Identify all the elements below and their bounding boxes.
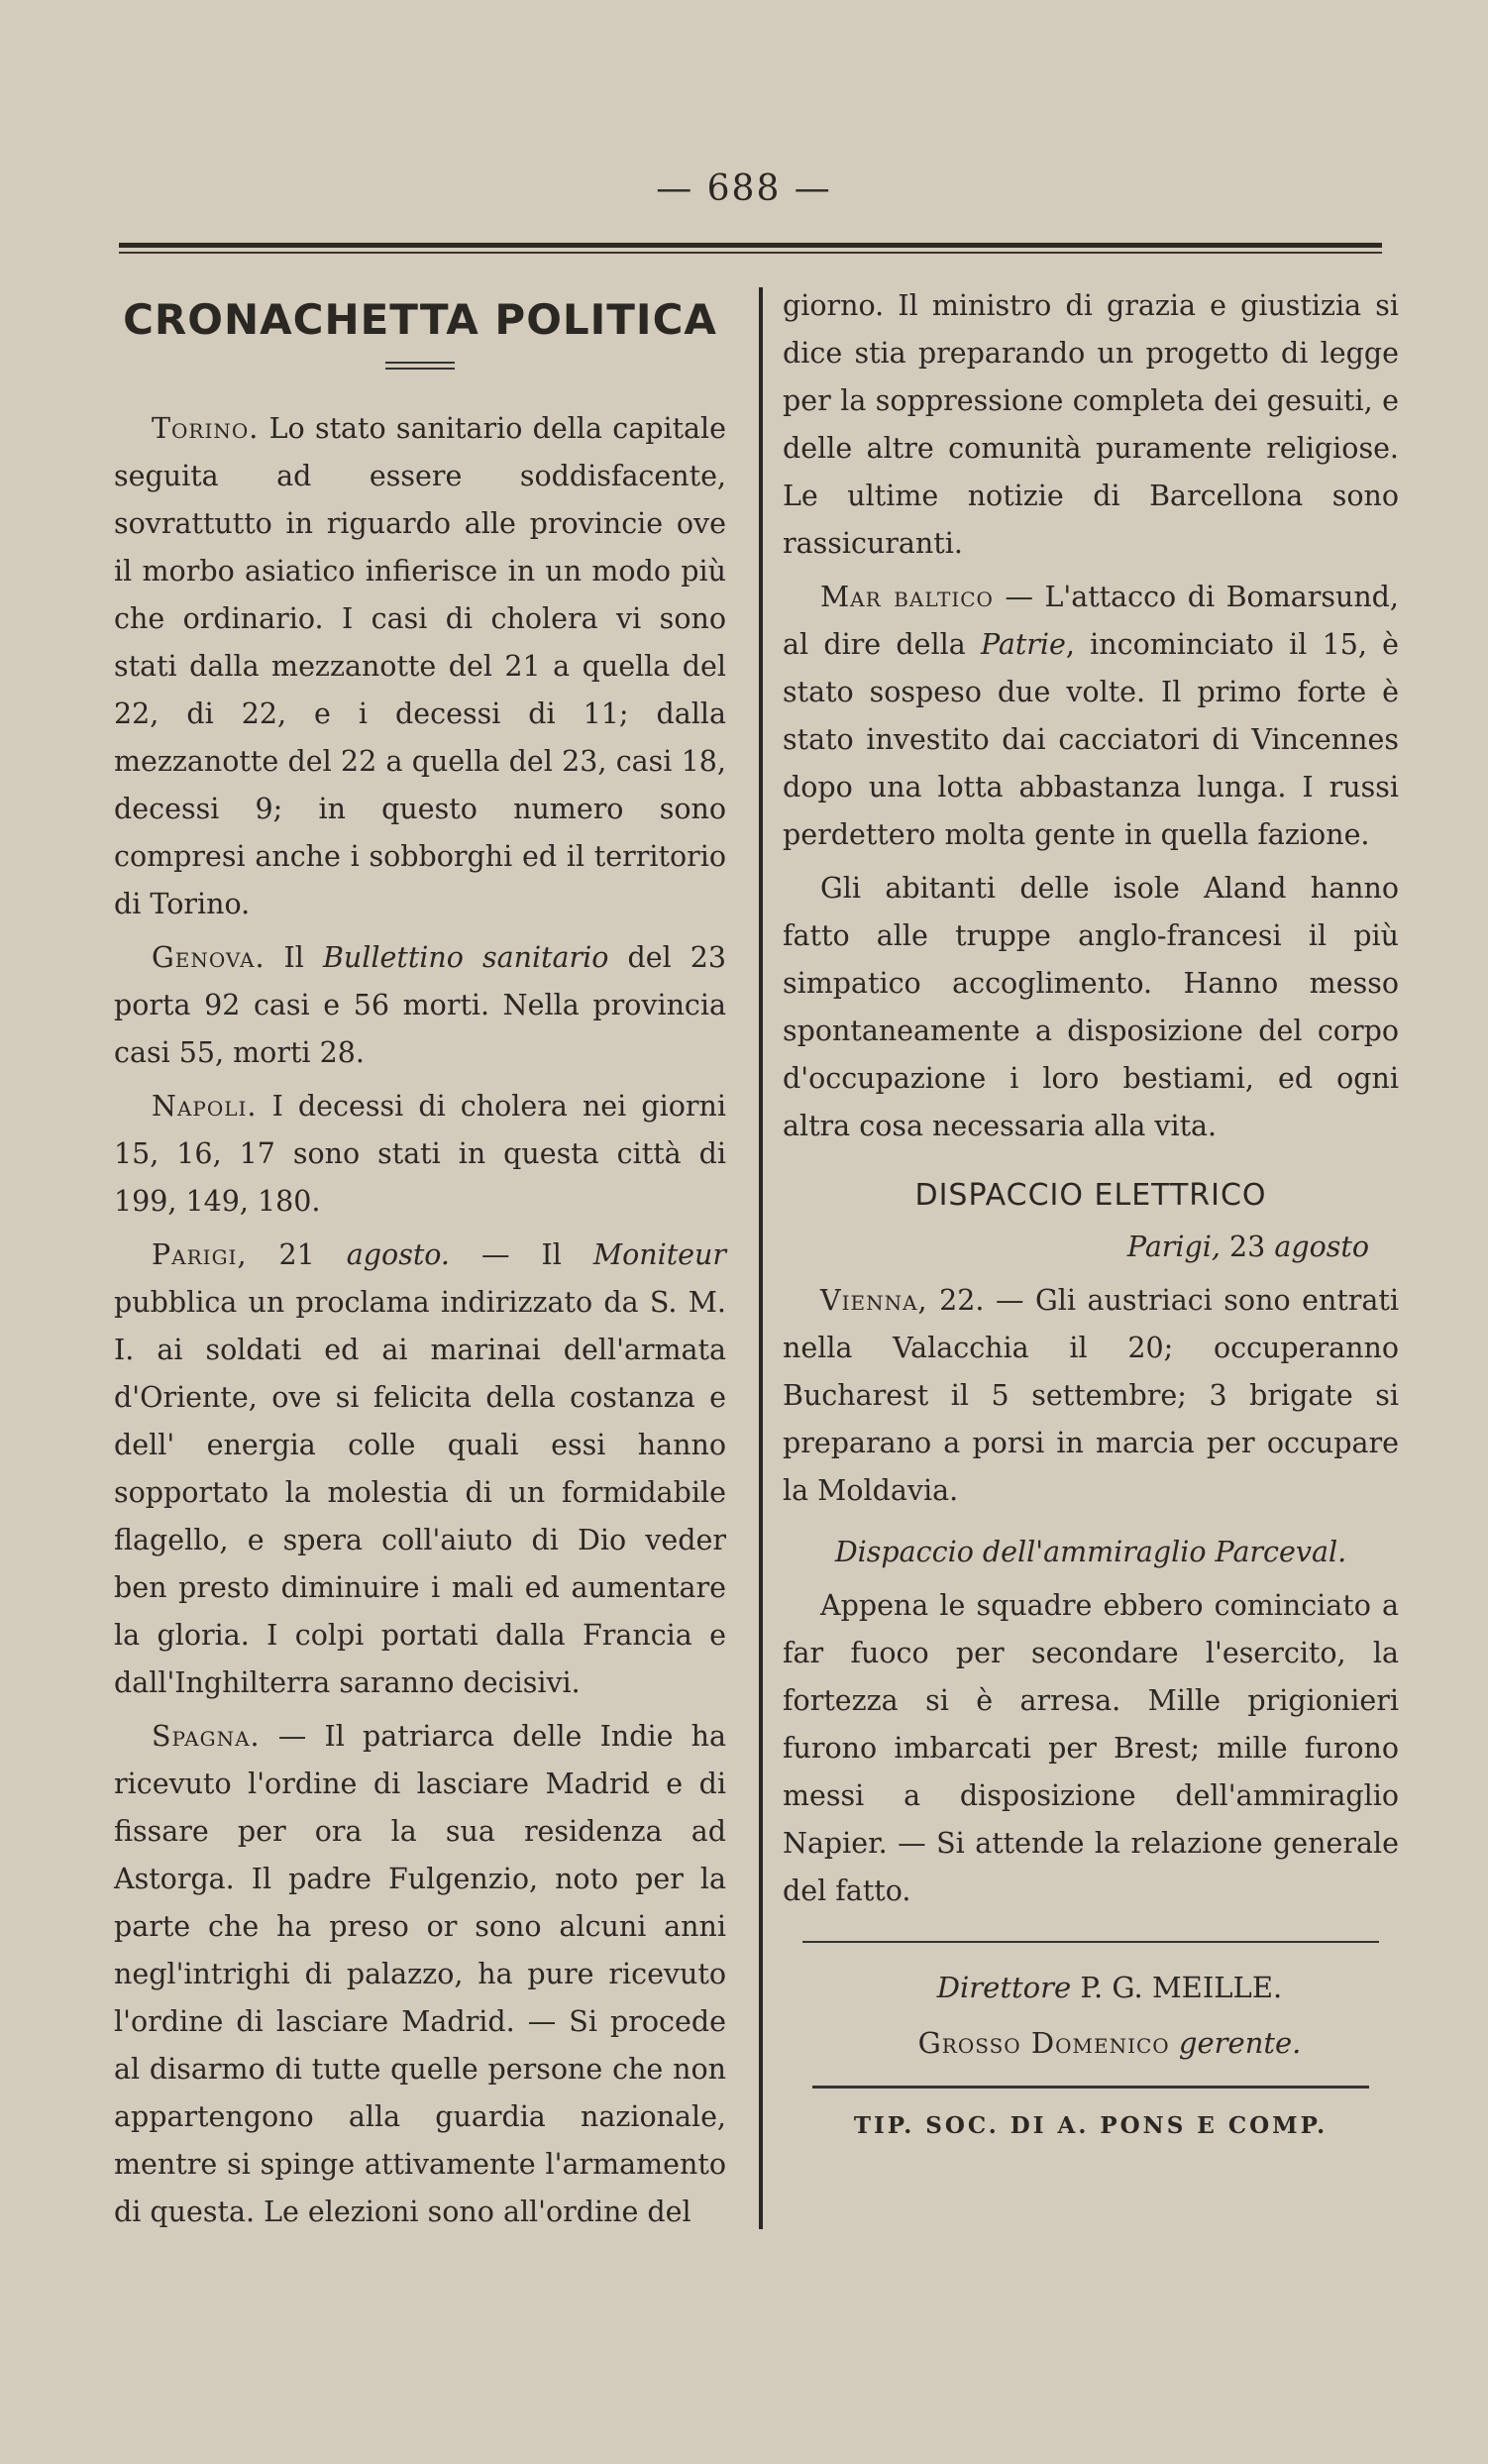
- dispatch-date-month: agosto: [1274, 1231, 1369, 1263]
- director-label: Direttore: [936, 1971, 1072, 2004]
- spagna-text: — Il patriarca delle Indie ha ricevuto l'ordine di lasciare Madrid e di fissare per ora la sua residenza ad Astorga. Il padre Fulgenzio, noto per la parte che ha preso or sono alcuni anni negl'intrighi di palazzo, ha pure ricevuto l'ordine di lasciare Madrid. — Si procede al disarmo di tutte quelle persone che non appartengono alla guardia nazionale, mentre si spinge attivamente l'armamento di questa. Le elezioni sono all'ordine del: [114, 1720, 726, 2228]
- continuation-paragraph: giorno. Il ministro di grazia e giustizia si dice stia preparando un progetto di legge per la soppressione completa dei gesuiti, e delle altre comunità puramente religiose. Le ultime notizie di Barcellona sono rassicuranti.: [783, 289, 1399, 560]
- headline: CRONACHETTA POLITICA: [123, 295, 717, 344]
- signature-rule: [802, 1941, 1379, 1943]
- torino-paragraph: [114, 405, 726, 928]
- top-rule: [119, 243, 1382, 248]
- dispatch-date-day: 23: [1220, 1231, 1275, 1263]
- parigi-paragraph: [114, 1232, 726, 1707]
- genova-text-b: del 23 porta 92 casi e 56 morti. Nella provincia casi 55, morti 28.: [114, 941, 727, 1069]
- place-genova: Genova.: [152, 941, 266, 974]
- admiral-paragraph: Appena le squadre ebbero cominciato a far fuoco per secondare l'esercito, la fortezza si è arresa. Mille prigionieri furono imbarcati per Brest; mille furono messi a disposizione dell'ammiraglio Napier. — Si attende la relazione generale del fatto.: [783, 1589, 1399, 1907]
- parigi-date-month: agosto.: [346, 1238, 450, 1271]
- manager-line: [783, 2018, 1399, 2068]
- director-line: [783, 1963, 1399, 2012]
- parigi-text-a: — Il: [450, 1238, 593, 1271]
- moniteur-title: Moniteur: [592, 1238, 726, 1271]
- right-column: [783, 282, 1399, 2150]
- genova-text-a: Il: [265, 941, 323, 974]
- imprint-rule: [812, 2086, 1369, 2089]
- headline-rule: [385, 362, 455, 370]
- imprint: TIP. SOC. DI A. PONS E COMP.: [853, 2112, 1329, 2139]
- napoli-text: I decessi di cholera nei giorni 15, 16, 17 sono stati in questa città di 199, 149, 180.: [114, 1090, 726, 1218]
- dispatch-dateline: [783, 1224, 1399, 1271]
- column-divider: [759, 287, 763, 2229]
- manager-name: Grosso Domenico: [917, 2026, 1170, 2060]
- director-name: P. G. MEILLE.: [1071, 1971, 1283, 2004]
- place-mar-baltico: Mar baltico: [820, 581, 994, 613]
- page-number: — 688 —: [656, 168, 832, 209]
- baltico-text-a: — L'attacco di Bomarsund, al dire della: [783, 581, 1399, 661]
- genova-paragraph: [114, 934, 726, 1077]
- vienna-text: 22. — Gli austriaci sono entrati nella Valacchia il 20; occuperanno Bucharest il 5 settembre; 3 brigate si preparano a porsi in marcia per occupare la Moldavia.: [783, 1284, 1399, 1507]
- dispatch-title: DISPACCIO ELETTRICO: [914, 1178, 1267, 1213]
- spagna-paragraph: [114, 1713, 726, 2236]
- patrie-title: Patrie: [980, 628, 1066, 661]
- place-spagna: Spagna.: [152, 1720, 261, 1753]
- dispatch-place: Parigi,: [1126, 1231, 1221, 1263]
- vienna-paragraph: [783, 1277, 1399, 1515]
- left-column: [114, 282, 726, 2242]
- place-vienna: Vienna,: [820, 1284, 928, 1317]
- manager-label: gerente.: [1169, 2026, 1302, 2060]
- bulletin-title: Bullettino sanitario: [322, 941, 609, 974]
- parigi-text-b: pubblica un proclama indirizzato da S. M. I. ai soldati ed ai marinai dell'armata d'Oriente, ove si felicita della costanza e dell' energia colle quali essi hanno sopportato la molestia di un formidabile flagello, e spera coll'aiuto di Dio veder ben presto diminuire i mali ed aumentare la gloria. I colpi portati dalla Francia e dall'Inghilterra saranno decisivi.: [114, 1286, 726, 1699]
- torino-text: Lo stato sanitario della capitale seguita ad essere soddisfacente, sovrattutto in riguardo alle provincie ove il morbo asiatico infierisce in un modo più che ordinario. I casi di cholera vi sono stati dalla mezzanotte del 21 a quella del 22, di 22, e i decessi di 11; dalla mezzanotte del 22 a quella del 23, casi 18, decessi 9; in questo numero sono compresi anche i sobborghi ed il territorio di Torino.: [114, 412, 726, 920]
- napoli-paragraph: [114, 1083, 726, 1226]
- parigi-date-day: 21: [247, 1238, 347, 1271]
- admiral-dispatch-title: Dispaccio dell'ammiraglio Parceval.: [834, 1536, 1347, 1568]
- aland-paragraph: Gli abitanti delle isole Aland hanno fatto alle truppe anglo-francesi il più simpatico accoglimento. Hanno messo spontaneamente a disposizione del corpo d'occupazione i loro bestiami, ed ogni altra cosa necessaria alla vita.: [783, 872, 1399, 1142]
- place-torino: Torino.: [152, 412, 260, 445]
- baltico-paragraph: [783, 574, 1399, 859]
- baltico-text-b: , incominciato il 15, è stato sospeso due volte. Il primo forte è stato investito dai cacciatori di Vincennes dopo una lotta abbastanza lunga. I russi perdettero molta gente in quella fazione.: [783, 628, 1399, 851]
- place-napoli: Napoli.: [152, 1090, 258, 1123]
- place-parigi: Parigi,: [152, 1238, 248, 1271]
